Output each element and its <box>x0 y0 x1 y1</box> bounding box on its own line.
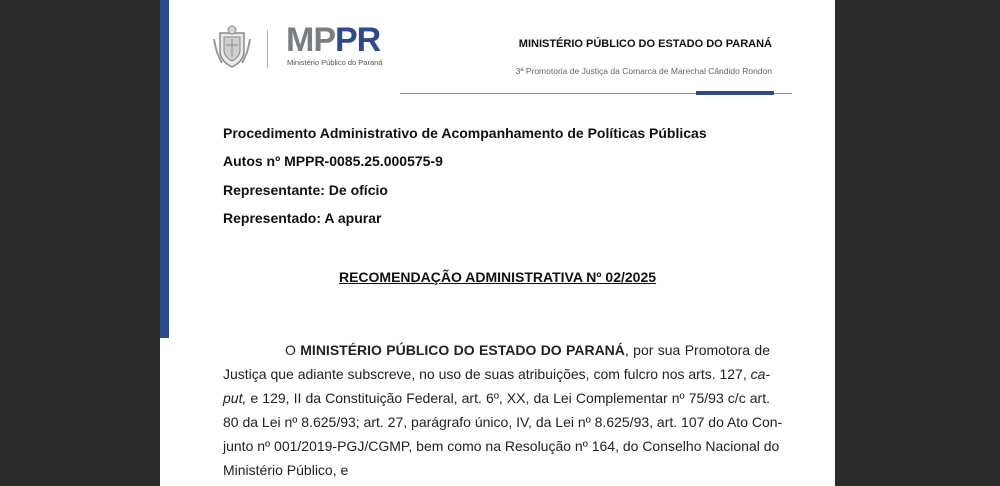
body-line: junto nº 001/2019-PGJ/CGMP, bem como na Resolução nº 164, do Conselho Nacional do <box>223 438 780 454</box>
body-line: put, e 129, II da Constituição Federal, art. 6º, XX, da Lei Complementar nº 75/93 c/c art. <box>223 390 770 406</box>
autos-line: Autos nº MPPR-0085.25.000575-9 <box>223 153 443 169</box>
org-subtitle: 3ª Promotoria de Justiça da Comarca de Marechal Cândido Rondon <box>515 66 772 76</box>
representante-line: Representante: De ofício <box>223 182 388 198</box>
page-accent-bar <box>160 0 169 338</box>
body-paragraph <box>223 338 783 482</box>
mppr-logo: MPPR <box>286 21 381 59</box>
logo-subtitle: Ministério Público do Paraná <box>287 58 383 67</box>
document-page <box>160 0 835 486</box>
header-rule-accent <box>696 91 774 95</box>
parana-coat-of-arms-icon <box>212 23 252 71</box>
org-title: MINISTÉRIO PÚBLICO DO ESTADO DO PARANÁ <box>518 38 772 50</box>
body-line: Justiça que adiante subscreve, no uso de suas atribuições, com fulcro nos arts. 127, ca- <box>223 366 771 382</box>
body-line: 80 da Lei nº 8.625/93; art. 27, parágrafo único, IV, da Lei nº 8.625/93, art. 107 do Ato Con- <box>223 414 783 430</box>
body-line: O MINISTÉRIO PÚBLICO DO ESTADO DO PARANÁ, por sua Promotora de <box>285 342 771 358</box>
logo-divider <box>267 30 268 68</box>
procedure-line: Procedimento Administrativo de Acompanhamento de Políticas Públicas <box>223 125 707 141</box>
document-title: RECOMENDAÇÃO ADMINISTRATIVA Nº 02/2025 <box>338 269 657 285</box>
body-line: Ministério Público, e <box>223 462 349 478</box>
representado-line: Representado: A apurar <box>223 210 382 226</box>
